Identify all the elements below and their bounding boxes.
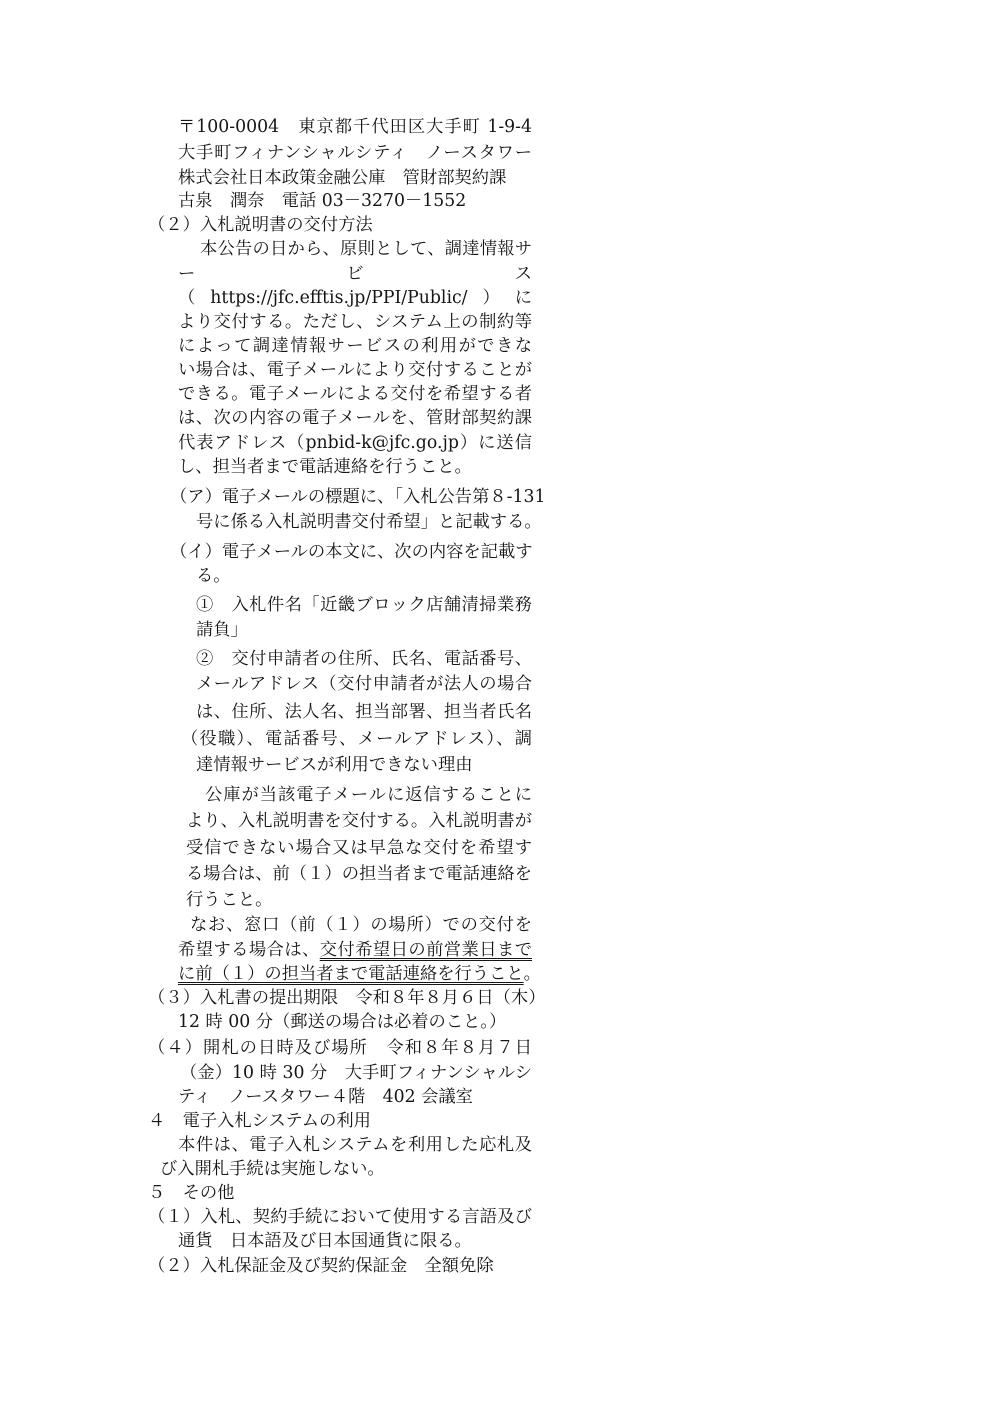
contact-organization-line: 株式会社日本政策金融公庫 管財部契約課 — [178, 168, 507, 188]
text-line — [178, 964, 541, 984]
underlined-emphasis: 交付希望日の前営業日まで — [319, 940, 532, 960]
text-line — [178, 264, 532, 284]
text-line: （役職）、電話番号、メールアドレス）、調 — [181, 729, 532, 749]
sub-item-heading: （イ）電子メールの本文に、次の内容を記載す — [170, 542, 533, 562]
section-heading: （３）入札書の提出期限 令和８年８月６日（木） — [148, 988, 546, 1008]
section-heading: （１）入札、契約手続において使用する言語及び — [148, 1207, 532, 1227]
text-line: 達情報サービスが利用できない理由 — [196, 755, 473, 775]
contact-person-line: 古泉 潤奈 電話 03－3270－1552 — [178, 191, 467, 211]
text-line — [178, 940, 532, 960]
text-line: は、次の内容の電子メールを、管財部契約課 — [178, 408, 532, 428]
text-line: 行うこと。 — [186, 890, 273, 910]
text-fragment: ー — [178, 264, 196, 284]
text-fragment: 希望する場合は、 — [178, 940, 320, 960]
text-line: 公庫が当該電子メールに返信することに — [205, 785, 532, 805]
section-heading: （２）入札説明書の交付方法 — [148, 215, 373, 235]
text-fragment: ビ — [346, 264, 364, 284]
text-line: 号に係る入札説明書交付希望」と記載する。 — [196, 512, 542, 532]
text-line: できる。電子メールによる交付を希望する者 — [178, 384, 532, 404]
text-line: 通貨 日本語及び日本国通貨に限る。 — [178, 1231, 472, 1251]
text-line: い場合は、電子メールにより交付することが — [178, 360, 532, 380]
chapter-heading: ５ その他 — [148, 1183, 235, 1203]
email-line: 代表アドレス（pnbid-k@jfc.go.jp）に送信 — [178, 433, 532, 453]
text-line: なお、窓口（前（１）の場所）での交付を — [190, 915, 532, 935]
text-line: より交付する。ただし、システム上の制約等 — [178, 312, 532, 332]
contact-building-line: 大手町フィナンシャルシティ ノースタワー — [178, 143, 532, 163]
sub-item-heading: （ア）電子メールの標題に、「入札公告第８-131 — [170, 487, 546, 507]
text-line: ティ ノースタワー４階 402 会議室 — [178, 1087, 473, 1107]
text-line: 請負」 — [196, 620, 248, 640]
text-line: し、担当者まで電話連絡を行うこと。 — [178, 457, 472, 477]
contact-address-line: 〒100-0004 東京都千代田区大手町 1-9-4 — [178, 117, 532, 137]
text-line: る場合は、前（１）の担当者まで電話連絡を — [186, 864, 532, 884]
text-line: は、住所、法人名、担当部署、担当者氏名 — [196, 702, 532, 722]
chapter-heading: ４ 電子入札システムの利用 — [148, 1111, 371, 1131]
numbered-point: ① 入札件名「近畿ブロック店舗清掃業務 — [196, 595, 532, 615]
section-heading: （２）入札保証金及び契約保証金 全額免除 — [148, 1256, 494, 1276]
url-line: （https://jfc.efftis.jp/PPI/Public/）に — [178, 288, 532, 308]
text-line: る。 — [196, 566, 231, 586]
text-fragment: 。 — [523, 964, 541, 984]
text-line: 12 時 00 分（郵送の場合は必着のこと。） — [178, 1012, 507, 1032]
numbered-point: ② 交付申請者の住所、氏名、電話番号、 — [196, 649, 532, 669]
underlined-emphasis: に前（１）の担当者まで電話連絡を行うこと — [178, 964, 524, 984]
text-line: メールアドレス（交付申請者が法人の場合 — [196, 674, 532, 694]
text-line: 本件は、電子入札システムを利用した応札及 — [178, 1135, 532, 1155]
text-line: （金）10 時 30 分 大手町フィナンシャルシ — [180, 1063, 532, 1083]
text-fragment: ス — [514, 264, 532, 284]
section-heading: （４）開札の日時及び場所 令和８年８月７日 — [148, 1038, 532, 1058]
text-line: より、入札説明書を交付する。入札説明書が — [186, 811, 532, 831]
text-line: び入開札手続は実施しない。 — [160, 1159, 385, 1179]
text-line: によって調達情報サービスの利用ができな — [178, 336, 532, 356]
text-line: 受信できない場合又は早急な交付を希望す — [186, 838, 532, 858]
text-line: 本公告の日から、原則として、調達情報サ — [200, 239, 532, 259]
